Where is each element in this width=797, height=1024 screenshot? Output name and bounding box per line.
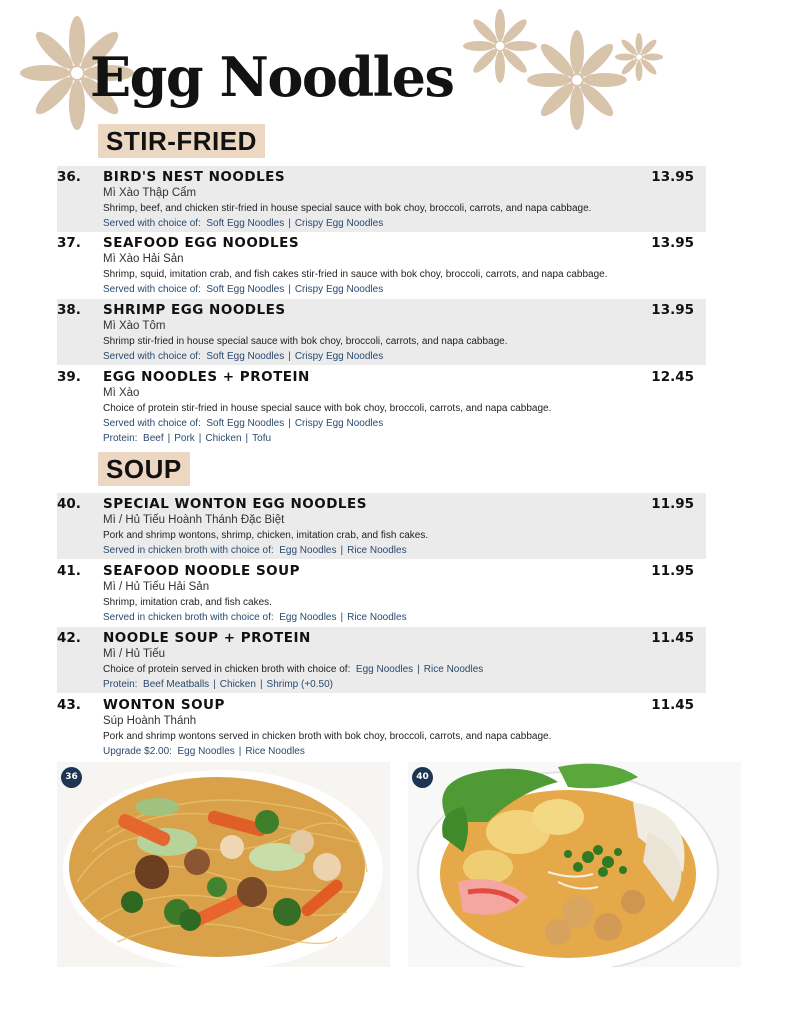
item-price: 13.95 <box>651 235 694 251</box>
flower-decoration-small-icon <box>614 32 664 82</box>
menu-item-38 <box>57 299 706 365</box>
wonton-noodle-soup-photo-icon <box>408 762 741 967</box>
item-name: BIRD'S NEST NOODLES <box>103 169 286 185</box>
menu-item-36 <box>57 166 706 232</box>
item-price: 11.45 <box>651 697 694 713</box>
menu-item-43 <box>57 694 706 760</box>
item-description: Shrimp, beef, and chicken stir-fried in house special sauce with bok choy, broccoli, carrots, and napa cabbage. <box>103 203 592 214</box>
item-name: NOODLE SOUP + PROTEIN <box>103 630 311 646</box>
photo-badge-40: 40 <box>412 767 433 788</box>
item-description: Choice of protein served in chicken broth with choice of: Egg Noodles | Rice Noodles <box>103 664 484 675</box>
item-choice-line: Served with choice of: Soft Egg Noodles | Crispy Egg Noodles <box>103 351 384 362</box>
item-price: 13.95 <box>651 169 694 185</box>
item-number: 38. <box>57 302 81 318</box>
photo-special-wonton-soup <box>408 762 741 967</box>
item-name: SEAFOOD NOODLE SOUP <box>103 563 301 579</box>
item-choice-line: Served with choice of: Soft Egg Noodles | Crispy Egg Noodles <box>103 284 384 295</box>
item-protein-line: Protein: Beef | Pork | Chicken | Tofu <box>103 433 272 444</box>
menu-item-37 <box>57 232 706 298</box>
page-title: Egg Noodles <box>90 45 454 109</box>
item-vietnamese-name: Mì Xào Tôm <box>103 320 166 332</box>
item-price: 11.95 <box>651 563 694 579</box>
item-name: SPECIAL WONTON EGG NOODLES <box>103 496 367 512</box>
item-name: WONTON SOUP <box>103 697 225 713</box>
item-name: SHRIMP EGG NOODLES <box>103 302 286 318</box>
item-price: 11.95 <box>651 496 694 512</box>
item-vietnamese-name: Mì Xào Thập Cẩm <box>103 187 197 199</box>
item-description: Shrimp, squid, imitation crab, and fish cakes stir-fried in sauce with bok choy, broccoli, carrots, and napa cabbage. <box>103 269 608 280</box>
item-price: 13.95 <box>651 302 694 318</box>
item-number: 39. <box>57 369 81 385</box>
item-description: Pork and shrimp wontons served in chicken broth with bok choy, broccoli, carrots, and napa cabbage. <box>103 731 552 742</box>
item-price: 12.45 <box>651 369 694 385</box>
menu-item-39 <box>57 366 706 446</box>
item-vietnamese-name: Mì Xào <box>103 387 140 399</box>
item-number: 36. <box>57 169 81 185</box>
crispy-noodle-dish-photo-icon <box>57 762 390 967</box>
item-choice-line: Upgrade $2.00: Egg Noodles | Rice Noodles <box>103 746 305 757</box>
item-description: Choice of protein stir-fried in house special sauce with bok choy, broccoli, carrots, and napa cabbage. <box>103 403 552 414</box>
item-protein-line: Protein: Beef Meatballs | Chicken | Shrimp (+0.50) <box>103 679 333 690</box>
item-number: 37. <box>57 235 81 251</box>
photo-birds-nest-noodles <box>57 762 390 967</box>
section-heading-soup: SOUP <box>98 452 190 486</box>
item-choice-line: Served in chicken broth with choice of: Egg Noodles | Rice Noodles <box>103 612 407 623</box>
item-price: 11.45 <box>651 630 694 646</box>
item-vietnamese-name: Mì / Hủ Tiếu Hoành Thánh Đặc Biệt <box>103 514 285 526</box>
item-number: 41. <box>57 563 81 579</box>
item-number: 40. <box>57 496 81 512</box>
item-description: Shrimp stir-fried in house special sauce with bok choy, broccoli, carrots, and napa cabbage. <box>103 336 508 347</box>
item-description: Shrimp, imitation crab, and fish cakes. <box>103 597 272 608</box>
photo-badge-36: 36 <box>61 767 82 788</box>
item-choice-line: Served with choice of: Soft Egg Noodles | Crispy Egg Noodles <box>103 418 384 429</box>
item-number: 42. <box>57 630 81 646</box>
item-number: 43. <box>57 697 81 713</box>
item-choice-line: Served in chicken broth with choice of: Egg Noodles | Rice Noodles <box>103 545 407 556</box>
menu-item-42 <box>57 627 706 693</box>
item-name: EGG NOODLES + PROTEIN <box>103 369 310 385</box>
menu-item-40 <box>57 493 706 559</box>
section-heading-stir-fried: STIR-FRIED <box>98 124 265 158</box>
item-description: Pork and shrimp wontons, shrimp, chicken, imitation crab, and fish cakes. <box>103 530 429 541</box>
item-vietnamese-name: Mì / Hủ Tiếu <box>103 648 165 660</box>
item-vietnamese-name: Mì / Hủ Tiếu Hải Sản <box>103 581 210 593</box>
item-vietnamese-name: Mì Xào Hải Sản <box>103 253 184 265</box>
item-choice-line: Served with choice of: Soft Egg Noodles | Crispy Egg Noodles <box>103 218 384 229</box>
item-name: SEAFOOD EGG NOODLES <box>103 235 300 251</box>
menu-item-41 <box>57 560 706 626</box>
item-vietnamese-name: Súp Hoành Thánh <box>103 715 197 727</box>
